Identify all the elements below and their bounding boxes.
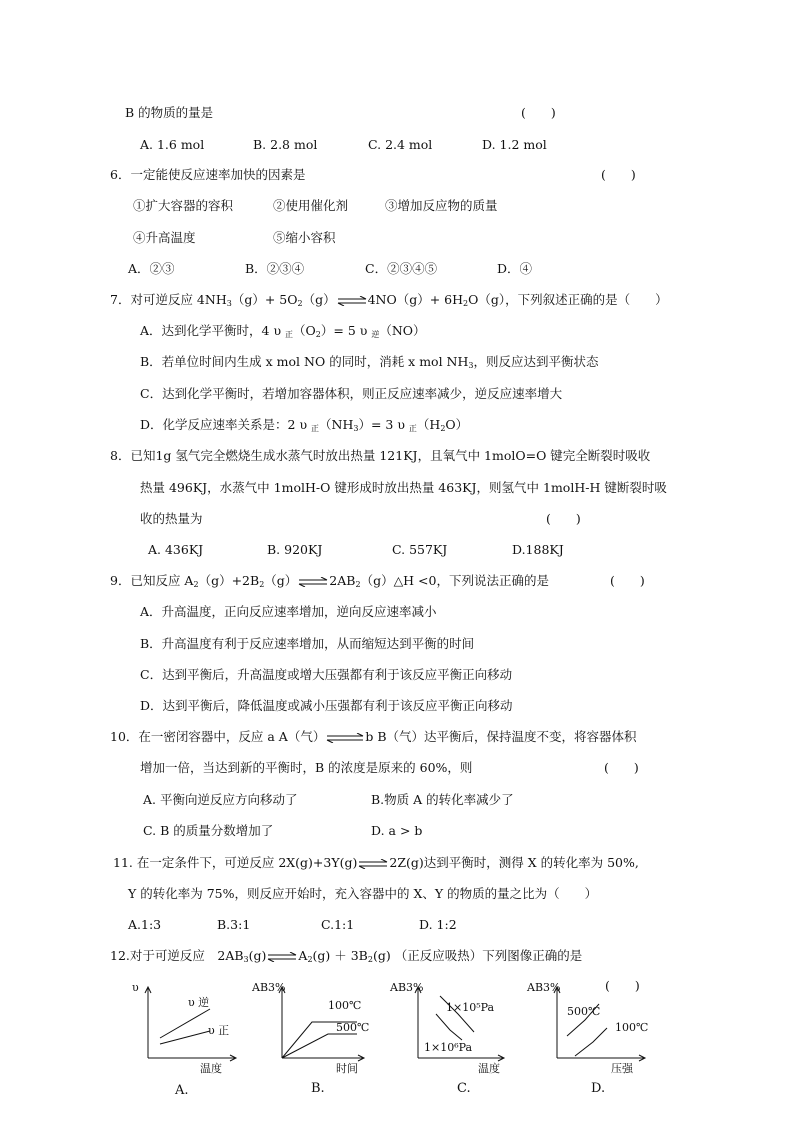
q10-answer-paren: ( ): [604, 760, 639, 775]
curve-v-forward: [160, 1031, 210, 1044]
graph-a-plot: [130, 982, 240, 1064]
graph-b-xlabel: 时间: [336, 1062, 358, 1075]
q6-factor-1: ①扩大容器的容积: [133, 198, 234, 213]
q10-stem-line1: 10．在一密闭容器中，反应 a A（气） b B（气）达平衡后，保持温度不变，将容器体积: [110, 729, 637, 744]
q10-option-d: D. a > b: [371, 823, 423, 838]
graph-c-caption: C.: [457, 1081, 471, 1096]
graph-b-ylabel: AB3%: [252, 981, 286, 994]
graph-d-curve2-label: 100℃: [615, 1021, 649, 1034]
q6-option-d: D．④: [497, 261, 533, 276]
q6-option-b: B．②③④: [245, 261, 305, 276]
q5-answer-paren: ( ): [521, 105, 556, 120]
equilibrium-arrow-icon: [358, 859, 388, 869]
graph-b-curve1-label: 100℃: [328, 999, 362, 1012]
graph-a-curve2-label: υ 正: [208, 1024, 230, 1037]
graph-b-caption: B.: [311, 1081, 325, 1096]
q9-option-a: A．升高温度，正向反应速率增加，逆向反应速率减小: [140, 604, 437, 619]
q8-answer-paren: ( ): [546, 511, 581, 526]
q12-answer-paren: ( ): [605, 978, 640, 993]
q9-option-d: D．达到平衡后，降低温度或减小压强都有利于该反应平衡正向移动: [140, 698, 513, 713]
q10-option-a: A. 平衡向逆反应方向移动了: [143, 792, 298, 807]
q8-stem-line1: 8．已知1g 氢气完全燃烧生成水蒸气时放出热量 121KJ，且氧气中 1molO=O 键完全断裂时吸收: [110, 448, 651, 463]
q11-option-d: D. 1:2: [419, 917, 457, 932]
q6-factor-2: ②使用催化剂: [273, 198, 349, 213]
graph-c-xlabel: 温度: [478, 1062, 500, 1075]
q6-factor-3: ③增加反应物的质量: [385, 198, 498, 213]
graph-a-xlabel: 温度: [200, 1062, 222, 1075]
q6-option-c: C．②③④⑤: [365, 261, 438, 276]
q8-option-a: A. 436KJ: [148, 542, 204, 557]
q8-option-d: D.188KJ: [512, 542, 564, 557]
q5-option-b: B. 2.8 mol: [253, 137, 318, 152]
graph-b: [252, 981, 370, 1075]
graph-d-ylabel: AB3%: [527, 981, 561, 994]
q6-stem: 6．一定能使反应速率加快的因素是: [110, 167, 306, 182]
graph-a-caption: A.: [175, 1083, 189, 1098]
q9-option-b: B．升高温度有利于反应速率增加，从而缩短达到平衡的时间: [140, 636, 475, 651]
graph-d-caption: D.: [591, 1081, 606, 1096]
q11-option-a: A.1:3: [128, 917, 162, 932]
graph-a-curve1-label: υ 逆: [188, 996, 210, 1009]
q12-stem: 12.对于可逆反应 $2AB_3(g) A_2(g) + 3B_2(g)$ （正反应吸热）下列图像正确的是: [110, 948, 583, 964]
q5-option-c: C. 2.4 mol: [368, 137, 433, 152]
q11-stem-line2: Y 的转化率为 75%，则反应开始时，充入容器中的 X、Y 的物质的量之比为（ ）: [128, 886, 598, 901]
equilibrium-arrow-icon: [326, 733, 364, 743]
graph-d: [525, 980, 650, 1075]
q10-option-b: B.物质 A 的转化率减少了: [371, 792, 514, 807]
graph-d-curve1-label: 500℃: [567, 1005, 601, 1018]
q6-factor-4: ④升高温度: [133, 230, 196, 245]
q5-option-d: D. 1.2 mol: [482, 137, 547, 152]
q10-stem-line2: 增加一倍，当达到新的平衡时，B 的浓度是原来的 60%，则: [140, 760, 473, 775]
q7-option-a: A．达到化学平衡时，4 υ $_正(O_2)= 5$ υ $_逆$（NO）: [140, 323, 426, 339]
graph-c-ylabel: AB3%: [390, 981, 424, 994]
graph-b-curve2-label: 500℃: [336, 1021, 370, 1034]
q7-option-b: B．若单位时间内生成 x mol NO 的同时，消耗 x mol $NH_3$，则反应达到平衡状态: [140, 354, 599, 370]
equilibrium-arrow-icon: [267, 952, 297, 962]
graph-c-curve2-label: 1×10⁶Pa: [424, 1041, 473, 1054]
graph-a-ylabel: υ: [132, 981, 139, 994]
q11-stem-line1: 11. 在一定条件下，可逆反应 2X(g)+3Y(g) 2Z(g)达到平衡时，测得 X 的转化率为 50%,: [113, 855, 639, 870]
q7-option-d: D．化学反应速率关系是：2 υ $_正(NH_3)= 3$ υ $_正(H_2O)$: [140, 417, 469, 433]
q9-answer-paren: ( ): [610, 573, 645, 588]
q5-option-a: A. 1.6 mol: [140, 137, 205, 152]
q8-stem-line2: 热量 496KJ，水蒸气中 1molH-O 键形成时放出热量 463KJ，则氢气中 1molH-H 键断裂时吸: [140, 480, 667, 495]
graph-c: [388, 980, 508, 1075]
q11-option-b: B.3:1: [217, 917, 251, 932]
equilibrium-arrow-icon: [337, 296, 367, 306]
q9-option-c: C．达到平衡后，升高温度或增大压强都有利于该反应平衡正向移动: [140, 667, 513, 682]
graph-c-curve1-label: 1×10⁵Pa: [446, 1001, 495, 1014]
curve-500c: [282, 1034, 357, 1058]
equilibrium-arrow-icon: [298, 577, 328, 587]
graph-d-xlabel: 压强: [611, 1062, 633, 1075]
q6-option-a: A．②③: [128, 261, 175, 276]
q10-option-c: C. B 的质量分数增加了: [143, 823, 274, 838]
graph-a: [130, 981, 240, 1075]
q11-option-c: C.1:1: [321, 917, 355, 932]
q8-stem-line3: 收的热量为: [140, 511, 203, 526]
q7-stem: 7．对可逆反应 $4NH_3(g)+ 5O_2(g)$ $4NO(g)+ 6H_2O(g)$，下列叙述正确的是（ ）: [110, 292, 668, 308]
q8-option-c: C. 557KJ: [392, 542, 448, 557]
curve-100c: [575, 1028, 607, 1056]
q7-option-c: C．达到化学平衡时，若增加容器体积，则正反应速率减少，逆反应速率增大: [140, 386, 563, 401]
q8-option-b: B. 920KJ: [267, 542, 323, 557]
curve-1e6pa: [436, 1014, 462, 1040]
q5-stem: B 的物质的量是: [125, 105, 214, 120]
curve-v-reverse: [160, 1009, 210, 1038]
q6-factor-5: ⑤缩小容积: [273, 230, 336, 245]
q6-answer-paren: ( ): [601, 167, 636, 182]
q9-stem: 9．已知反应 $A_2(g)+2B_2(g)$ $2AB_2(g)\triangle H <0$，下列说法正确的是: [110, 573, 549, 589]
